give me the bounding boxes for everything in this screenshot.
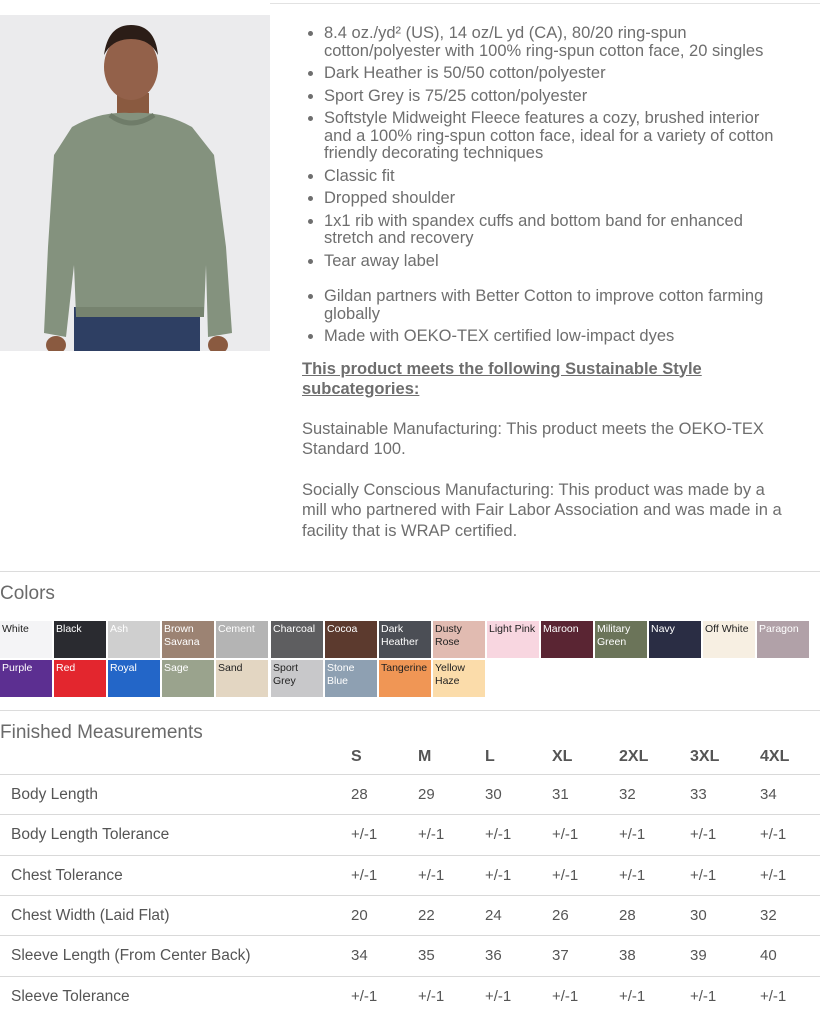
color-swatch-stone-blue[interactable]: Stone Blue bbox=[325, 660, 377, 697]
color-swatch-black[interactable]: Black bbox=[54, 621, 106, 658]
measurement-value: +/-1 bbox=[690, 987, 717, 1005]
color-swatch-navy[interactable]: Navy bbox=[649, 621, 701, 658]
measurement-value: 33 bbox=[690, 786, 707, 803]
measurement-value: +/-1 bbox=[619, 826, 646, 844]
product-description bbox=[302, 25, 782, 541]
measurement-value: +/-1 bbox=[690, 826, 717, 844]
feature-item: • Dark Heather is 50/50 cotton/polyester bbox=[324, 65, 782, 83]
table-row bbox=[0, 895, 820, 936]
size-header: 3XL bbox=[690, 748, 720, 765]
measurement-value: 26 bbox=[552, 906, 569, 924]
measurement-value: +/-1 bbox=[351, 826, 378, 844]
feature-item: • Made with OEKO-TEX certified low-impact dyes bbox=[324, 328, 782, 346]
feature-item: • Softstyle Midweight Fleece features a cozy, brushed interior and a 100% ring-spun cotton face, ideal for a variety of cotton friendly decorating techniques bbox=[324, 110, 782, 163]
colors-title: Colors bbox=[0, 583, 55, 604]
measurement-value: 32 bbox=[760, 906, 777, 924]
measurement-value: +/-1 bbox=[619, 987, 646, 1005]
section-divider bbox=[0, 710, 820, 711]
size-header: S bbox=[351, 748, 362, 765]
top-divider bbox=[270, 3, 820, 4]
color-swatch-purple[interactable]: Purple bbox=[0, 660, 52, 697]
measurement-value: +/-1 bbox=[619, 866, 646, 884]
measurement-value: +/-1 bbox=[418, 826, 445, 844]
measurement-value: 30 bbox=[690, 906, 707, 924]
table-row bbox=[0, 774, 820, 815]
measurement-value: 28 bbox=[619, 906, 636, 924]
color-swatch-cement[interactable]: Cement bbox=[216, 621, 268, 658]
model-sweatshirt-illustration bbox=[0, 15, 270, 351]
color-swatch-cocoa[interactable]: Cocoa bbox=[325, 621, 377, 658]
color-swatch-sage[interactable]: Sage bbox=[162, 660, 214, 697]
measurement-value: 38 bbox=[619, 947, 636, 965]
measurement-value: +/-1 bbox=[552, 987, 579, 1005]
color-swatch-tangerine[interactable]: Tangerine bbox=[379, 660, 431, 697]
sustainability-list bbox=[302, 288, 782, 346]
measurement-value: 34 bbox=[351, 947, 368, 965]
color-swatch-light-pink[interactable]: Light Pink bbox=[487, 621, 539, 658]
color-swatch-ash[interactable]: Ash bbox=[108, 621, 160, 658]
feature-item: • Sport Grey is 75/25 cotton/polyester bbox=[324, 88, 782, 106]
sustainable-style-heading: This product meets the following Sustainable Style subcategories: bbox=[302, 359, 702, 398]
color-swatch-yellow-haze[interactable]: Yellow Haze bbox=[433, 660, 485, 697]
measurement-value: +/-1 bbox=[760, 987, 787, 1005]
size-header: L bbox=[485, 748, 495, 765]
size-header: XL bbox=[552, 748, 573, 765]
measurement-value: 40 bbox=[760, 947, 777, 965]
product-image bbox=[0, 15, 270, 351]
measurement-label: Sleeve Tolerance bbox=[11, 987, 130, 1005]
measurement-label: Body Length Tolerance bbox=[11, 826, 170, 844]
color-swatch-paragon[interactable]: Paragon bbox=[757, 621, 809, 658]
color-swatch-sand[interactable]: Sand bbox=[216, 660, 268, 697]
color-swatch-sport-grey[interactable]: Sport Grey bbox=[271, 660, 323, 697]
color-swatches bbox=[0, 621, 820, 699]
measurement-value: 20 bbox=[351, 906, 368, 924]
feature-item: • Tear away label bbox=[324, 253, 782, 271]
socially-conscious-text: Socially Conscious Manufacturing: This product was made by a mill who partnered with Fair Labor Association and was made in a facility that is WRAP certified. bbox=[302, 480, 782, 540]
feature-item: • Gildan partners with Better Cotton to improve cotton farming globally bbox=[324, 288, 782, 323]
color-swatch-dark-heather[interactable]: Dark Heather bbox=[379, 621, 431, 658]
measurement-value: +/-1 bbox=[351, 866, 378, 884]
feature-item: • Dropped shoulder bbox=[324, 190, 782, 208]
measurement-value: 36 bbox=[485, 947, 502, 965]
measurement-value: 24 bbox=[485, 906, 502, 924]
measurement-value: 34 bbox=[760, 786, 777, 803]
color-swatch-red[interactable]: Red bbox=[54, 660, 106, 697]
measurement-value: +/-1 bbox=[760, 866, 787, 884]
measurement-value: 22 bbox=[418, 906, 435, 924]
measurement-value: 31 bbox=[552, 786, 569, 803]
size-header: 4XL bbox=[760, 748, 790, 765]
color-swatch-off-white[interactable]: Off White bbox=[703, 621, 755, 658]
feature-list bbox=[302, 25, 782, 270]
size-header: M bbox=[418, 748, 432, 765]
measurement-value: +/-1 bbox=[760, 826, 787, 844]
table-row bbox=[0, 814, 820, 855]
measurement-value: +/-1 bbox=[485, 987, 512, 1005]
size-header: 2XL bbox=[619, 748, 649, 765]
measurement-value: 30 bbox=[485, 786, 502, 803]
feature-item: • 8.4 oz./yd² (US), 14 oz/L yd (CA), 80/20 ring-spun cotton/polyester with 100% ring-spun cotton face, 20 singles bbox=[324, 25, 782, 60]
measurement-value: +/-1 bbox=[418, 866, 445, 884]
color-swatch-military-green[interactable]: Military Green bbox=[595, 621, 647, 658]
color-swatch-white[interactable]: White bbox=[0, 621, 52, 658]
measurement-value: +/-1 bbox=[690, 866, 717, 884]
measurement-label: Sleeve Length (From Center Back) bbox=[11, 947, 251, 965]
color-swatch-dusty-rose[interactable]: Dusty Rose bbox=[433, 621, 485, 658]
color-swatch-charcoal[interactable]: Charcoal bbox=[271, 621, 323, 658]
table-row bbox=[0, 935, 820, 976]
measurement-label: Chest Tolerance bbox=[11, 866, 123, 884]
measurement-value: 28 bbox=[351, 786, 368, 803]
measurement-value: +/-1 bbox=[351, 987, 378, 1005]
table-row bbox=[0, 855, 820, 896]
measurement-value: 39 bbox=[690, 947, 707, 965]
measurement-label: Chest Width (Laid Flat) bbox=[11, 906, 170, 924]
measurement-value: +/-1 bbox=[552, 826, 579, 844]
measurement-value: +/-1 bbox=[485, 866, 512, 884]
color-swatch-maroon[interactable]: Maroon bbox=[541, 621, 593, 658]
section-divider bbox=[0, 571, 820, 572]
measurement-value: 35 bbox=[418, 947, 435, 965]
table-row bbox=[0, 976, 820, 1017]
color-swatch-brown-savana[interactable]: Brown Savana bbox=[162, 621, 214, 658]
measurement-value: 29 bbox=[418, 786, 435, 803]
measurement-value: 37 bbox=[552, 947, 569, 965]
measurement-value: +/-1 bbox=[485, 826, 512, 844]
measurement-value: +/-1 bbox=[552, 866, 579, 884]
color-swatch-royal[interactable]: Royal bbox=[108, 660, 160, 697]
sustainable-manufacturing-text: Sustainable Manufacturing: This product meets the OEKO-TEX Standard 100. bbox=[302, 419, 764, 458]
measurement-label: Body Length bbox=[11, 786, 99, 803]
feature-item: • Classic fit bbox=[324, 168, 782, 186]
measurement-value: +/-1 bbox=[418, 987, 445, 1005]
measurement-value: 32 bbox=[619, 786, 636, 803]
feature-item: • 1x1 rib with spandex cuffs and bottom band for enhanced stretch and recovery bbox=[324, 213, 782, 248]
measurements-title: Finished Measurements bbox=[0, 722, 203, 743]
